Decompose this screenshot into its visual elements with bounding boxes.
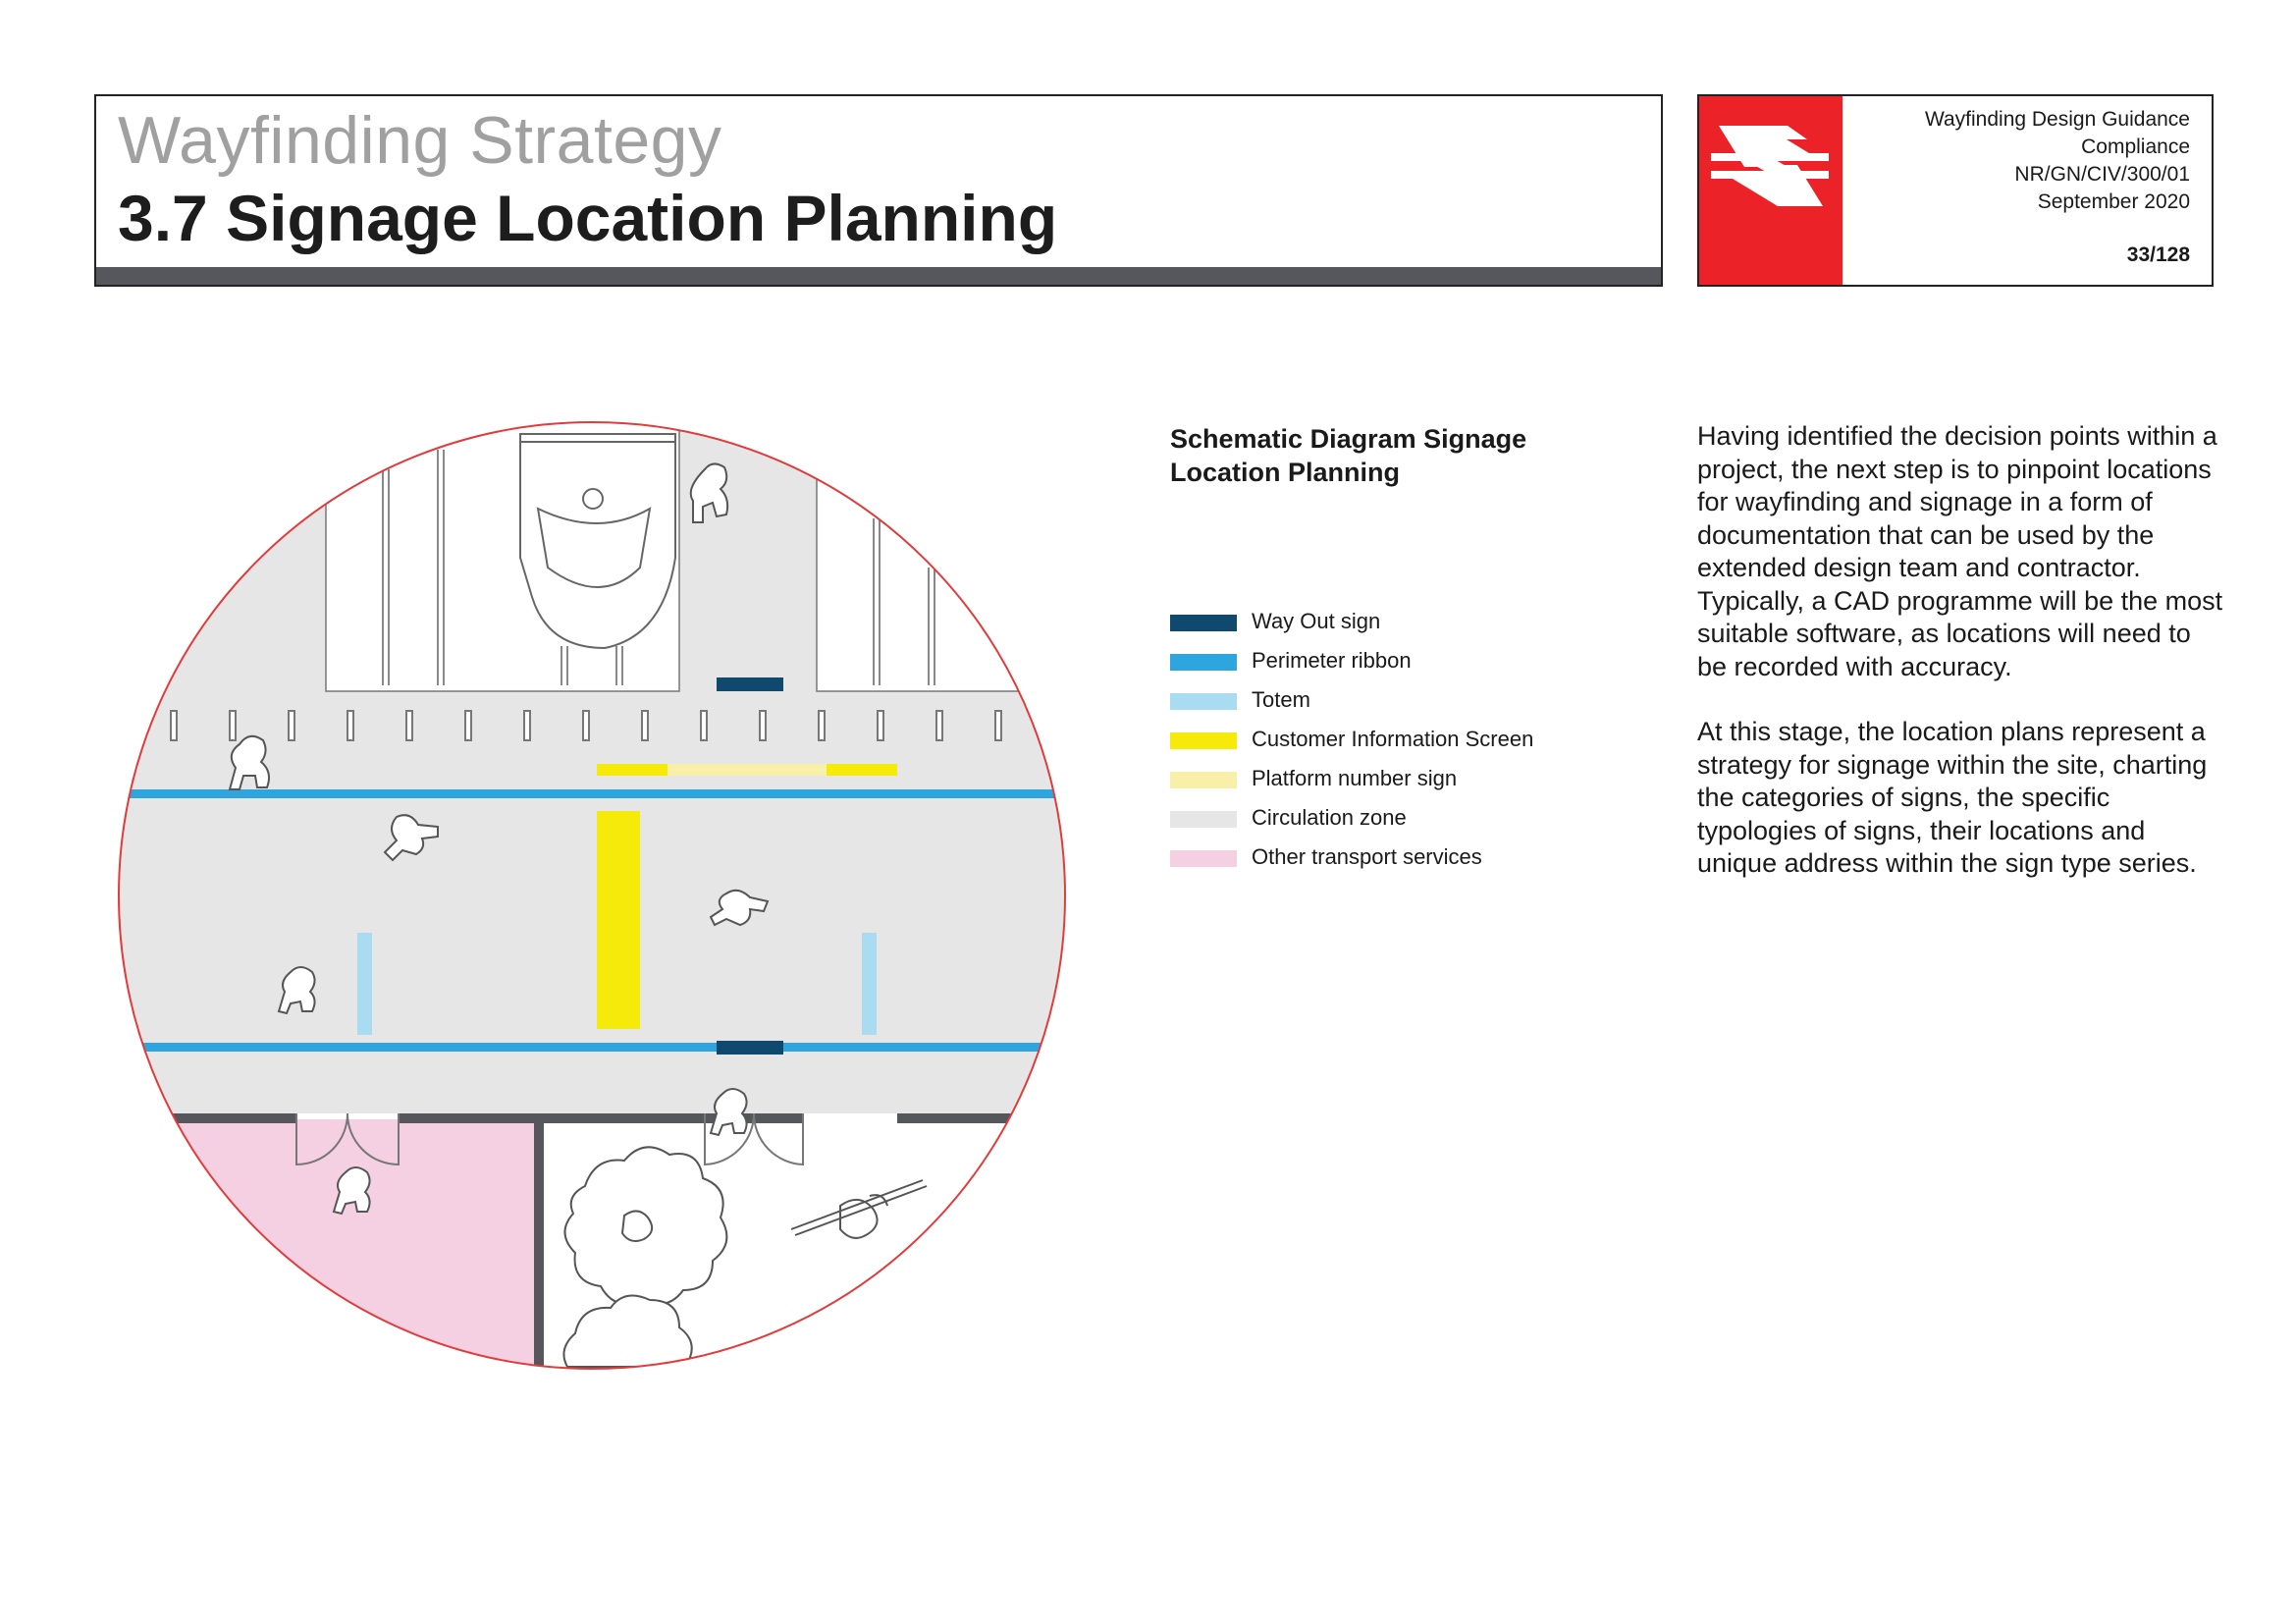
- body-text: [1697, 420, 2227, 913]
- legend-title: Schematic Diagram Signage Location Planning: [1170, 424, 1527, 487]
- totem: [862, 933, 877, 1035]
- perimeter-ribbon: [114, 789, 1076, 798]
- document-meta: [1925, 106, 2190, 216]
- body-paragraph: Having identified the decision points within a project, the next step is to pinpoint locations for wayfinding and signage in a form of documentation that can be used by the extended design team and contractor. Typically, a CAD programme will be the most suitable software, as locations will need to be recorded with accuracy.: [1697, 421, 2223, 681]
- title-block: [94, 94, 1663, 287]
- doc-date: September 2020: [2037, 190, 2190, 213]
- legend-label: Perimeter ribbon: [1252, 648, 1412, 673]
- other-transport-services-zone: [114, 1119, 538, 1382]
- track-bay: [817, 420, 1076, 691]
- body-paragraph: At this stage, the location plans represent a strategy for signage within the site, charting the categories of signs, the specific typologies of signs, their locations and unique address within the sign type series.: [1697, 717, 2208, 878]
- national-rail-double-arrow-icon: [1699, 96, 1842, 285]
- doc-compliance: Compliance: [2081, 135, 2190, 158]
- page-title: 3.7 Signage Location Planning: [118, 182, 1058, 254]
- legend-label: Way Out sign: [1252, 609, 1381, 633]
- doc-guidance-title: Wayfinding Design Guidance: [1924, 108, 2190, 131]
- legend-swatch: [1170, 693, 1237, 710]
- legend-swatch: [1170, 850, 1237, 867]
- section-supertitle: Wayfinding Strategy: [118, 103, 722, 178]
- legend-label: Platform number sign: [1252, 766, 1458, 790]
- schematic-station-diagram: [114, 420, 1076, 1387]
- customer-information-screen: [597, 764, 667, 776]
- legend-label: Other transport services: [1252, 844, 1482, 869]
- legend-label: Totem: [1252, 687, 1310, 712]
- legend-swatch: [1170, 654, 1237, 671]
- document-info-block: [1697, 94, 2214, 287]
- train-icon: [520, 434, 675, 648]
- brand-logo-panel: [1699, 96, 1842, 285]
- customer-information-screen: [827, 764, 897, 776]
- way-out-sign: [717, 677, 783, 691]
- customer-information-screen: [597, 811, 640, 1029]
- legend-label: Customer Information Screen: [1252, 727, 1534, 751]
- legend-swatch: [1170, 615, 1237, 631]
- doc-code: NR/GN/CIV/300/01: [2014, 163, 2190, 186]
- legend-swatch: [1170, 772, 1237, 788]
- platform-edge-markers: [171, 711, 1001, 740]
- legend-label: Circulation zone: [1252, 805, 1407, 830]
- page-number: 33/128: [2126, 244, 2190, 266]
- legend-swatch: [1170, 732, 1237, 749]
- way-out-sign: [717, 1041, 783, 1055]
- title-underline-bar: [96, 267, 1661, 285]
- legend-swatch: [1170, 811, 1237, 828]
- totem: [357, 933, 372, 1035]
- perimeter-ribbon: [114, 1043, 1076, 1052]
